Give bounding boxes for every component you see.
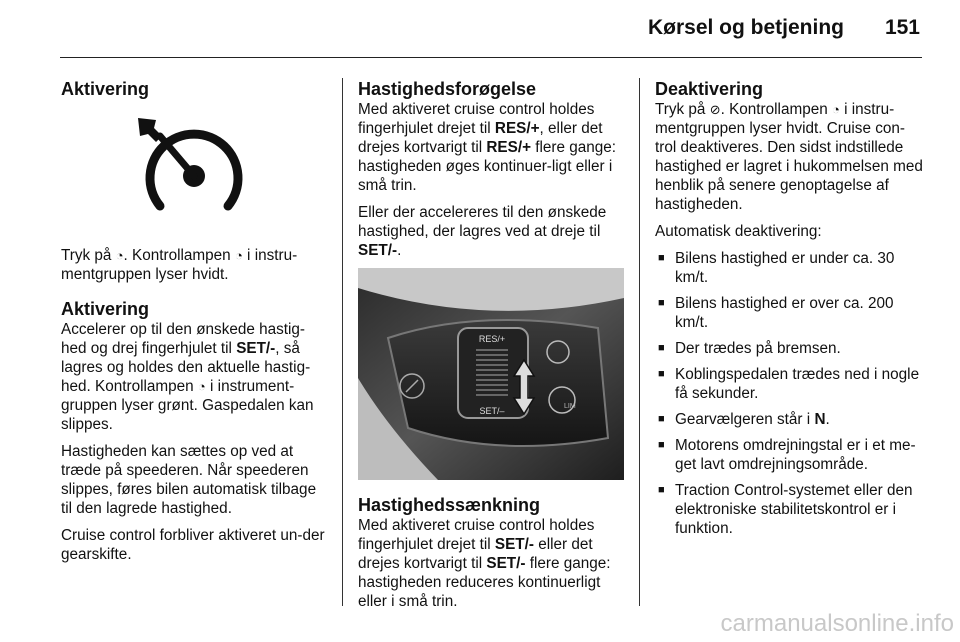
paragraph: Med aktiveret cruise control holdes fingerhjulet drejet til RES/+, eller det drejes kortvarigt til RES/+ flere gange: hastigheden øges kontinuer-ligt eller i små trin. <box>358 101 617 194</box>
section-heading: Hastighedssænkning <box>358 495 541 515</box>
paragraph: Cruise control forbliver aktiveret un-der gearskifte. <box>61 527 325 563</box>
watermark: carmanualsonline.info <box>720 610 954 637</box>
paragraph: Tryk på ⊘. Kontrollampen ◔ i instru-mentgruppen lyser hvidt. Cruise con-trol deaktiveres. Den sidst indstillede hastighed er lagret i hukommelsen med henblik på senere genoptagelse af hastigheden. <box>655 101 923 213</box>
page-number: 151 <box>884 16 920 39</box>
cruise-control-icon: ◔ <box>115 248 124 263</box>
cruise-off-icon: ⊘ <box>709 102 721 117</box>
column-divider <box>639 78 640 606</box>
photo-label-res: RES/+ <box>478 334 506 344</box>
paragraph: Accelerer op til den ønskede hastig-hed og drej fingerhjulet til SET/-, så lagres og holdes den aktuelle hastig-hed. Kontrollampen ◔ i instrument-gruppen lyser grønt. Gaspedalen kan slippes. <box>61 321 314 433</box>
cruise-control-icon: ◔ <box>197 379 206 394</box>
list-item: ■ Gearvælgeren står i N. <box>655 410 923 429</box>
cruise-control-icon <box>134 114 254 224</box>
page-header <box>60 0 922 58</box>
cruise-control-icon: ◔ <box>831 102 840 117</box>
column-divider <box>342 78 343 606</box>
photo-label-set: SET/– <box>479 406 505 416</box>
section-heading: Deaktivering <box>655 79 764 99</box>
list-item: ■ Motorens omdrejningstal er i et me-get lavt omdrejningsområde. <box>655 436 923 474</box>
list-item: ■ Koblingspedalen trædes ned i nogle få sekunder. <box>655 365 923 403</box>
steering-wheel-controls-photo <box>358 268 624 480</box>
list-item: ■ Der trædes på bremsen. <box>655 339 923 358</box>
list-item: ■ Traction Control-systemet eller den elektroniske stabilitetskontrol er i funktion. <box>655 481 923 538</box>
photo-label-lim: LIM <box>564 403 576 410</box>
cruise-control-icon: ◔ <box>234 248 243 263</box>
cruise-control-icon-illustration <box>61 104 327 234</box>
column-1 <box>61 78 327 572</box>
column-3 <box>655 78 923 545</box>
paragraph: Hastigheden kan sættes op ved at træde på speederen. Når speederen slippes, føres bilen automatisk tilbage til den lagrede hastighed. <box>61 443 317 517</box>
paragraph: Eller der accelereres til den ønskede hastighed, der lagres ved at dreje til SET/-. <box>358 204 607 259</box>
section-heading: Aktivering <box>61 79 150 99</box>
deactivation-list <box>655 249 923 538</box>
header-title: Kørsel og betjening <box>647 16 844 39</box>
list-item: ■ Bilens hastighed er under ca. 30 km/t. <box>655 249 923 287</box>
list-item: ■ Bilens hastighed er over ca. 200 km/t. <box>655 294 923 332</box>
section-heading: Aktivering <box>61 299 150 319</box>
paragraph: Tryk på ◔. Kontrollampen ◔ i instru-mentgruppen lyser hvidt. <box>61 247 298 283</box>
column-2 <box>358 78 624 619</box>
section-heading: Hastighedsforøgelse <box>358 79 537 99</box>
paragraph: Med aktiveret cruise control holdes fingerhjulet drejet til SET/- eller det drejes kortvarigt til SET/- flere gange: hastigheden reduceres kontinuerligt eller i små trin. <box>358 517 611 610</box>
paragraph: Automatisk deaktivering: <box>655 223 822 240</box>
